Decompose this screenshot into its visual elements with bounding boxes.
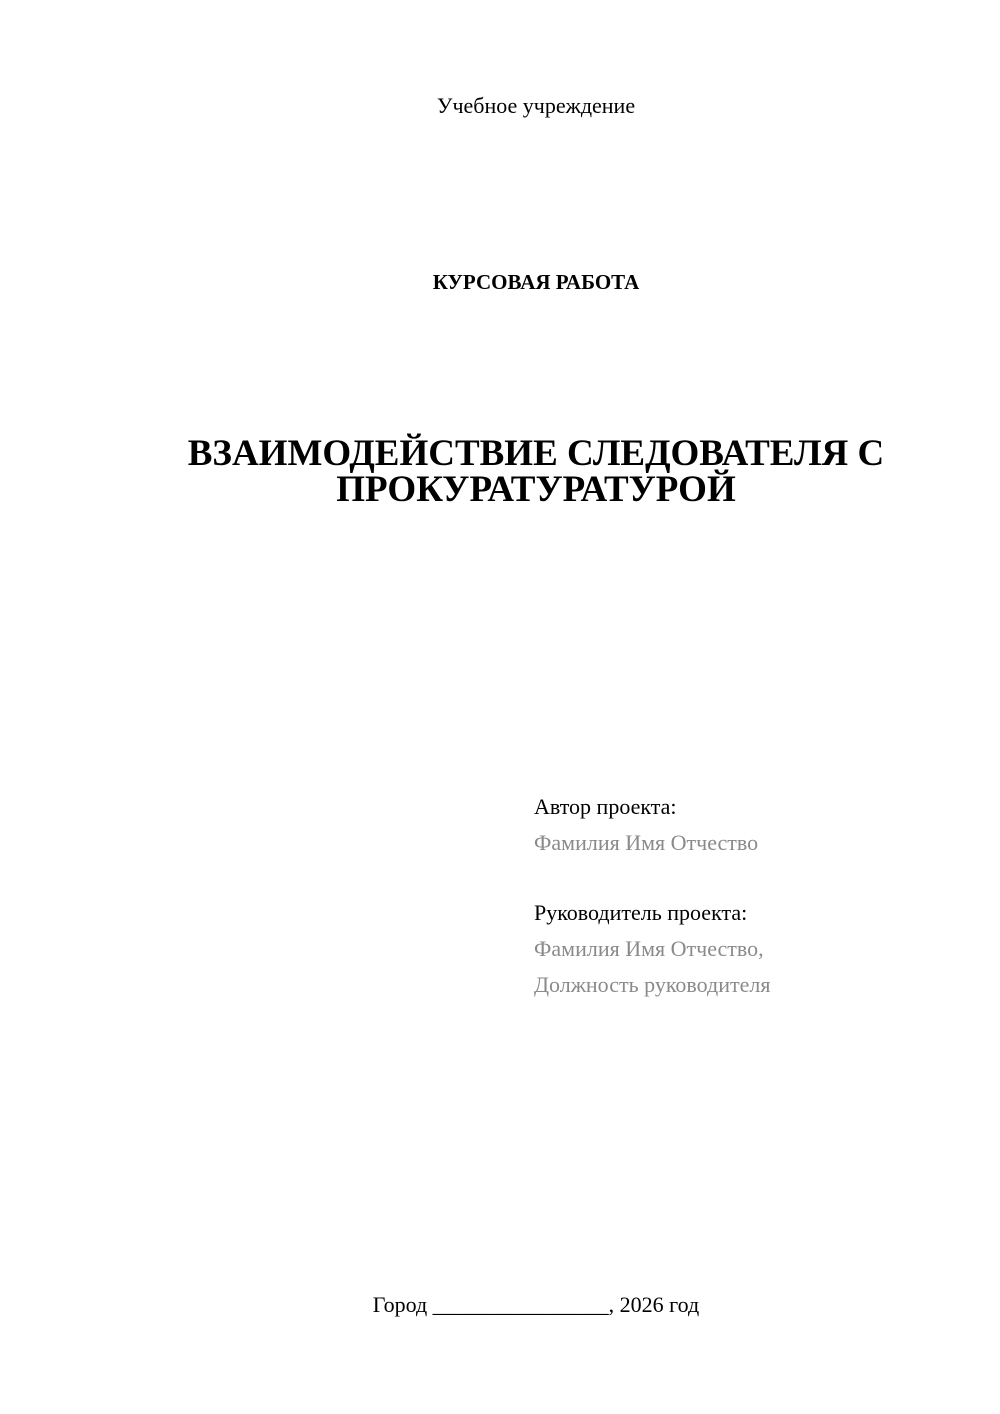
supervisor-position: Должность руководителя bbox=[534, 972, 771, 997]
institution-name: Учебное учреждение bbox=[436, 93, 636, 118]
city-blank-line: ________________ bbox=[432, 1292, 609, 1317]
city-label: Город bbox=[372, 1292, 428, 1317]
footer-city-year bbox=[0, 1290, 1000, 1320]
supervisor-label: Руководитель проекта: bbox=[534, 900, 748, 925]
document-title-line-1: ВЗАИМОДЕЙСТВИЕ СЛЕДОВАТЕЛЯ С bbox=[187, 433, 885, 474]
author-label: Автор проекта: bbox=[534, 794, 677, 819]
supervisor-name: Фамилия Имя Отчество, bbox=[534, 936, 764, 961]
document-title-line-2: ПРОКУРАТУРАТУРОЙ bbox=[336, 469, 736, 510]
document-title bbox=[100, 433, 972, 510]
credits-block bbox=[534, 789, 974, 1003]
year-text: , 2026 год bbox=[608, 1292, 700, 1317]
author-name: Фамилия Имя Отчество bbox=[534, 830, 759, 855]
work-type-heading: КУРСОВАЯ РАБОТА bbox=[432, 270, 640, 294]
